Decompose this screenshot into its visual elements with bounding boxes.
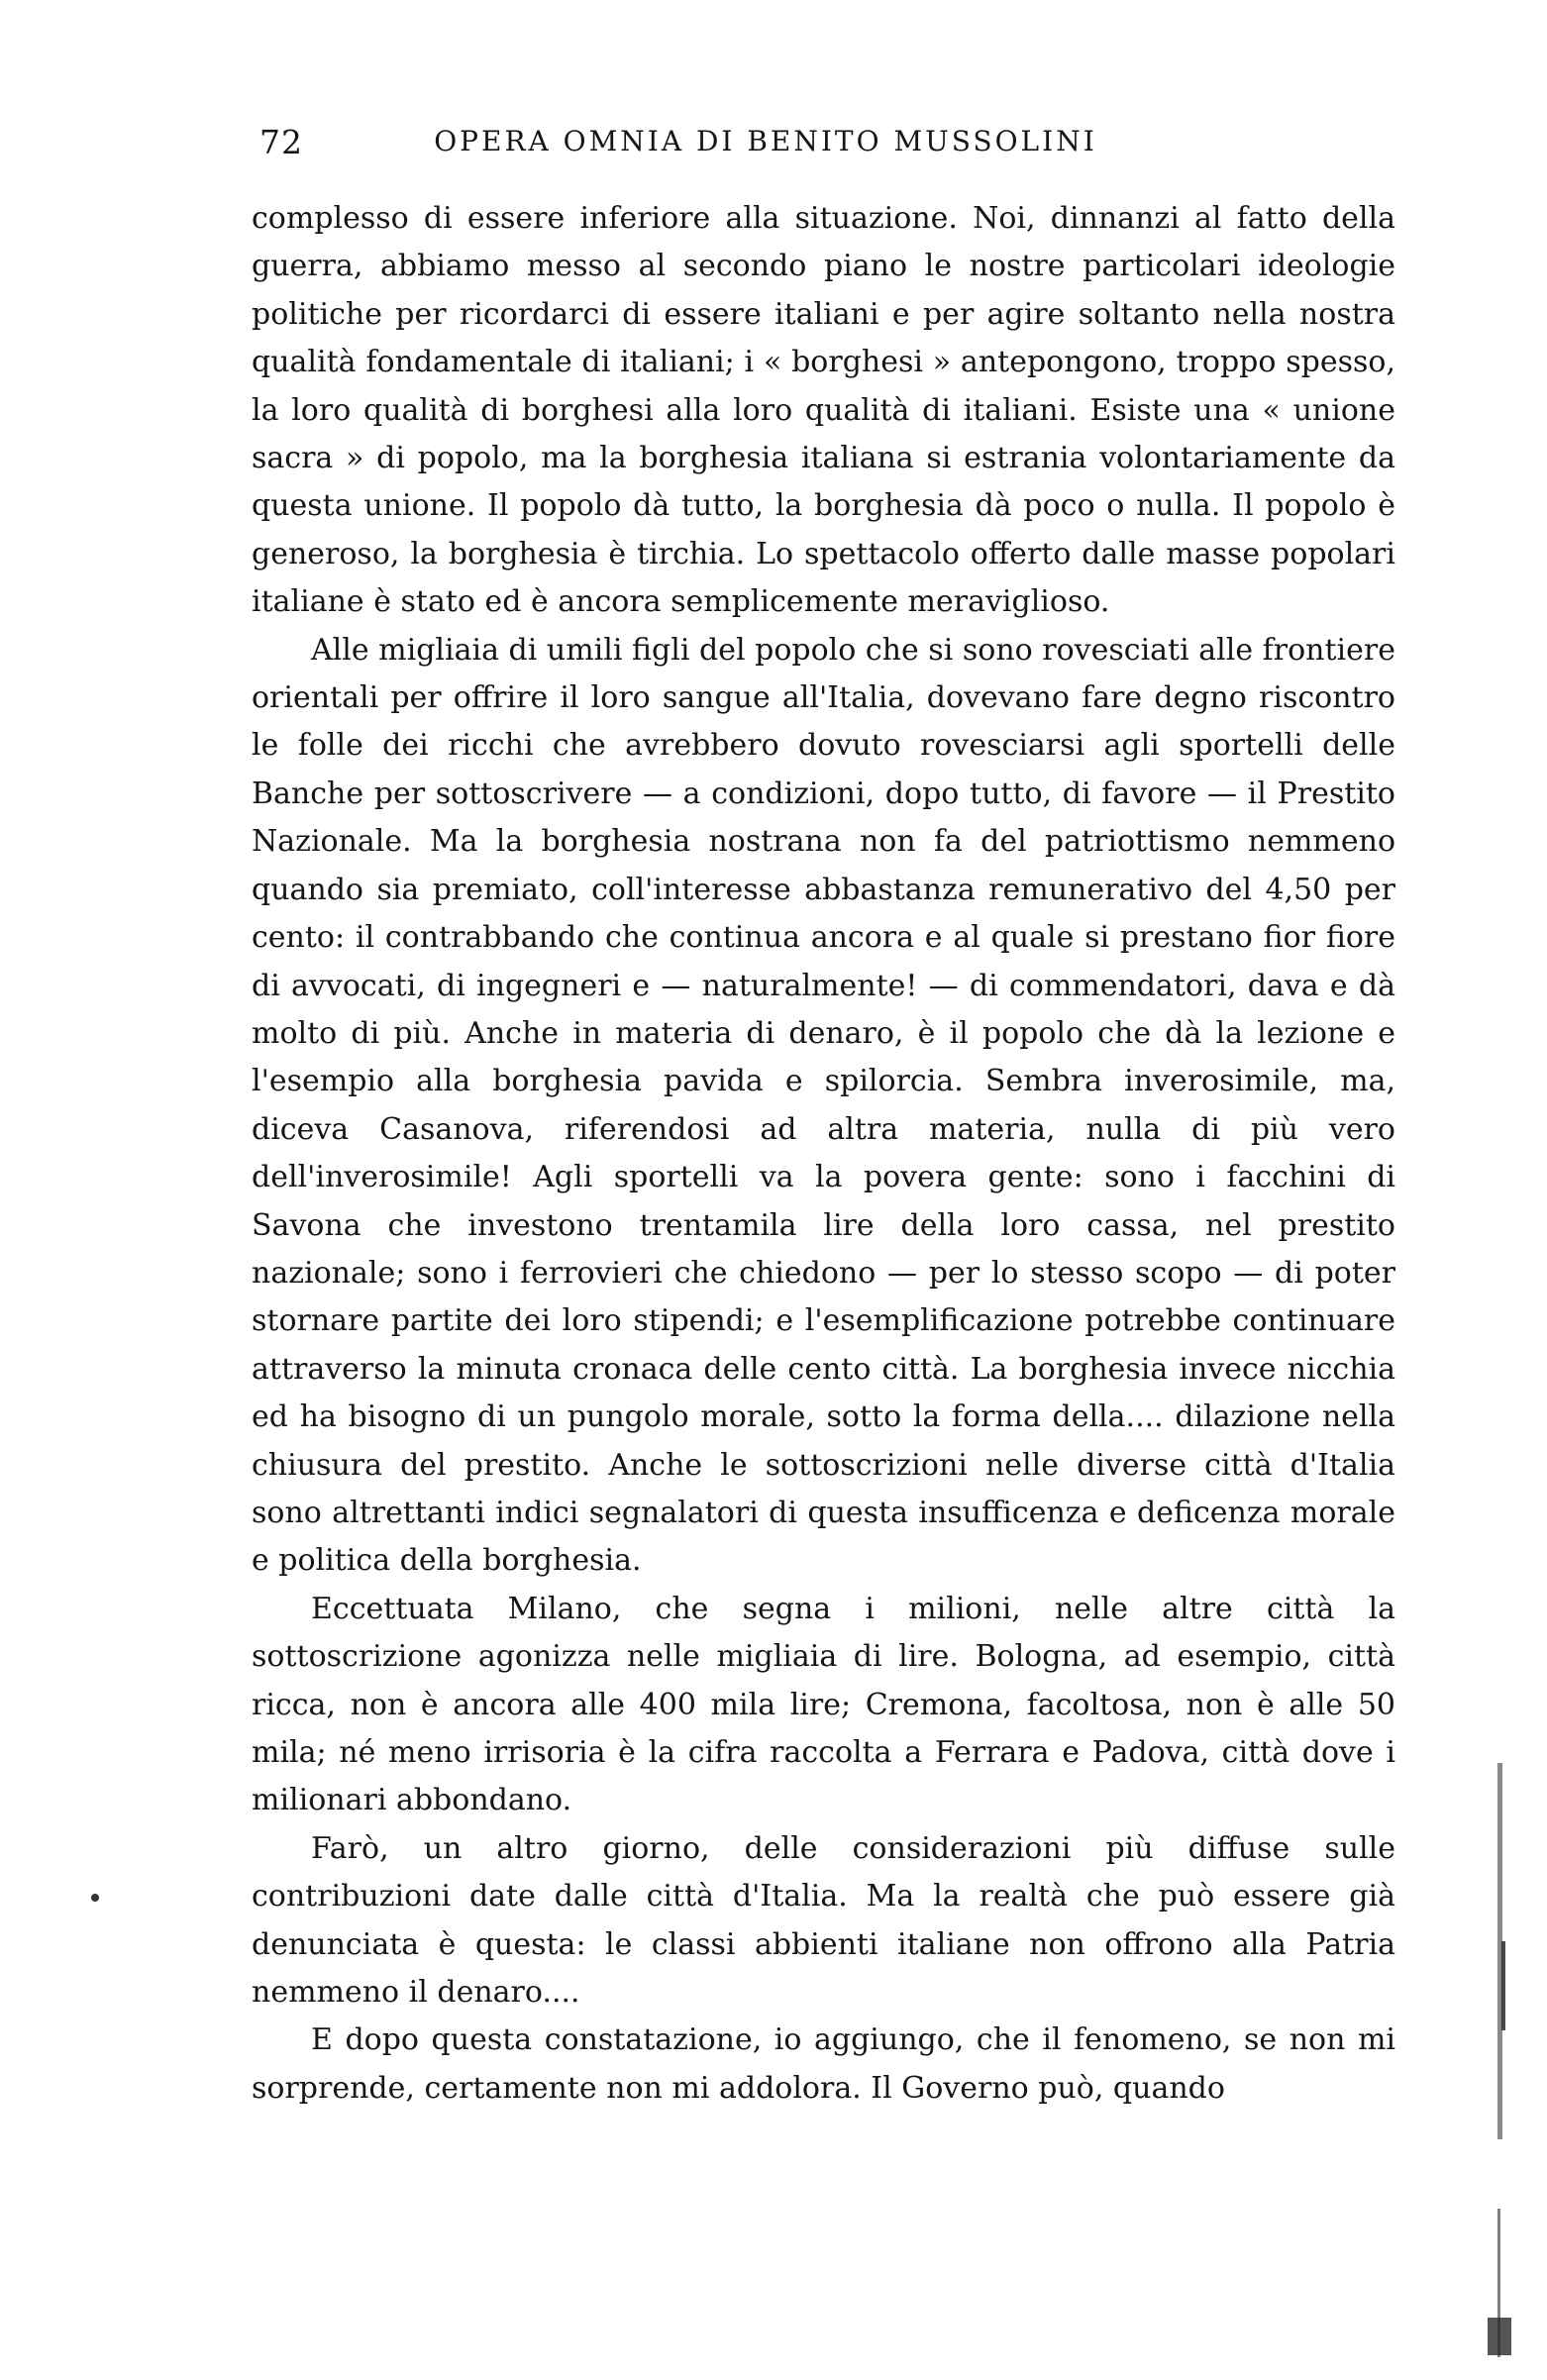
paragraph: Alle migliaia di umili figli del popolo che si sono rovesciati alle frontiere orientali per offrire il loro sangue all'Italia, dovevano fare degno riscontro le folle dei ricchi che avrebbero dovuto rovesciarsi agli sportelli delle Banche per sottoscrivere — a condizioni, dopo tutto, di favore — il Prestito Nazionale. Ma la borghesia nostrana non fa del patriottismo nemmeno quando sia premiato, coll'interesse abbastanza remunerativo del 4,50 per cento: il contrabbando che continua ancora e al quale si prestano fior fiore di avvocati, di ingegneri e — naturalmente! — di commendatori, dava e dà molto di più. Anche in materia di denaro, è il popolo che dà la lezione e l'esempio alla borghesia pavida e spilorcia. Sembra inverosimile, ma, diceva Casanova, riferendosi ad altra materia, nulla di più vero dell'inverosimile! Agli sportelli va la povera gente: sono i facchini di Savona che investono trentamila lire della loro cassa, nel prestito nazionale; sono i ferrovieri che chiedono — per lo stesso scopo — di poter stornare partite dei loro stipendi; e l'esemplificazione potrebbe continuare attraverso la minuta cronaca delle cento città. La borghesia invece nicchia ed ha bisogno di un pungolo morale, sotto la forma della.... dilazione nella chiusura del prestito. Anche le sottoscrizioni nelle diverse città d'Italia sono altrettanti indici segnalatori di questa insufficenza e deficenza morale e politica della borghesia. [252, 632, 1395, 1579]
paragraph: E dopo questa constatazione, io aggiungo, che il fenomeno, se non mi sorprende, certamente non mi addolora. Il Governo può, quando [252, 2022, 1395, 2106]
body-text [252, 195, 1395, 2113]
paragraph: Eccettuata Milano, che segna i milioni, nelle altre città la sottoscrizione agonizza nelle migliaia di lire. Bologna, ad esempio, città ricca, non è ancora alle 400 mila lire; Cremona, facoltosa, non è alle 50 mila; né meno irrisoria è la cifra raccolta a Ferrara e Padova, città dove i milionari abbondano. [252, 1591, 1395, 1818]
paragraph: Farò, un altro giorno, delle considerazioni più diffuse sulle contribuzioni date dalle città d'Italia. Ma la realtà che può essere già denunciata è questa: le classi abbienti italiane non offrono alla Patria nemmeno il denaro.... [252, 1830, 1395, 2011]
page-number: 72 [259, 123, 303, 161]
scan-edge-mark [1501, 1941, 1505, 2030]
page-header [246, 123, 1286, 172]
running-head: OPERA OMNIA DI BENITO MUSSOLINI [434, 125, 1097, 157]
margin-dot-mark [91, 1894, 99, 1902]
scan-edge-mark [1488, 2318, 1511, 2355]
paragraph: complesso di essere inferiore alla situazione. Noi, dinnanzi al fatto della guerra, abbiamo messo al secondo piano le nostre particolari ideologie politiche per ricordarci di essere italiani e per agire soltanto nella nostra qualità fondamentale di italiani; i « borghesi » antepongono, troppo spesso, la loro qualità di borghesi alla loro qualità di italiani. Esiste una « unione sacra » di popolo, ma la borghesia italiana si estrania volontariamente da questa unione. Il popolo dà tutto, la borghesia dà poco o nulla. Il popolo è generoso, la borghesia è tirchia. Lo spettacolo offerto dalle masse popolari italiane è stato ed è ancora semplicemente meraviglioso. [252, 201, 1395, 620]
